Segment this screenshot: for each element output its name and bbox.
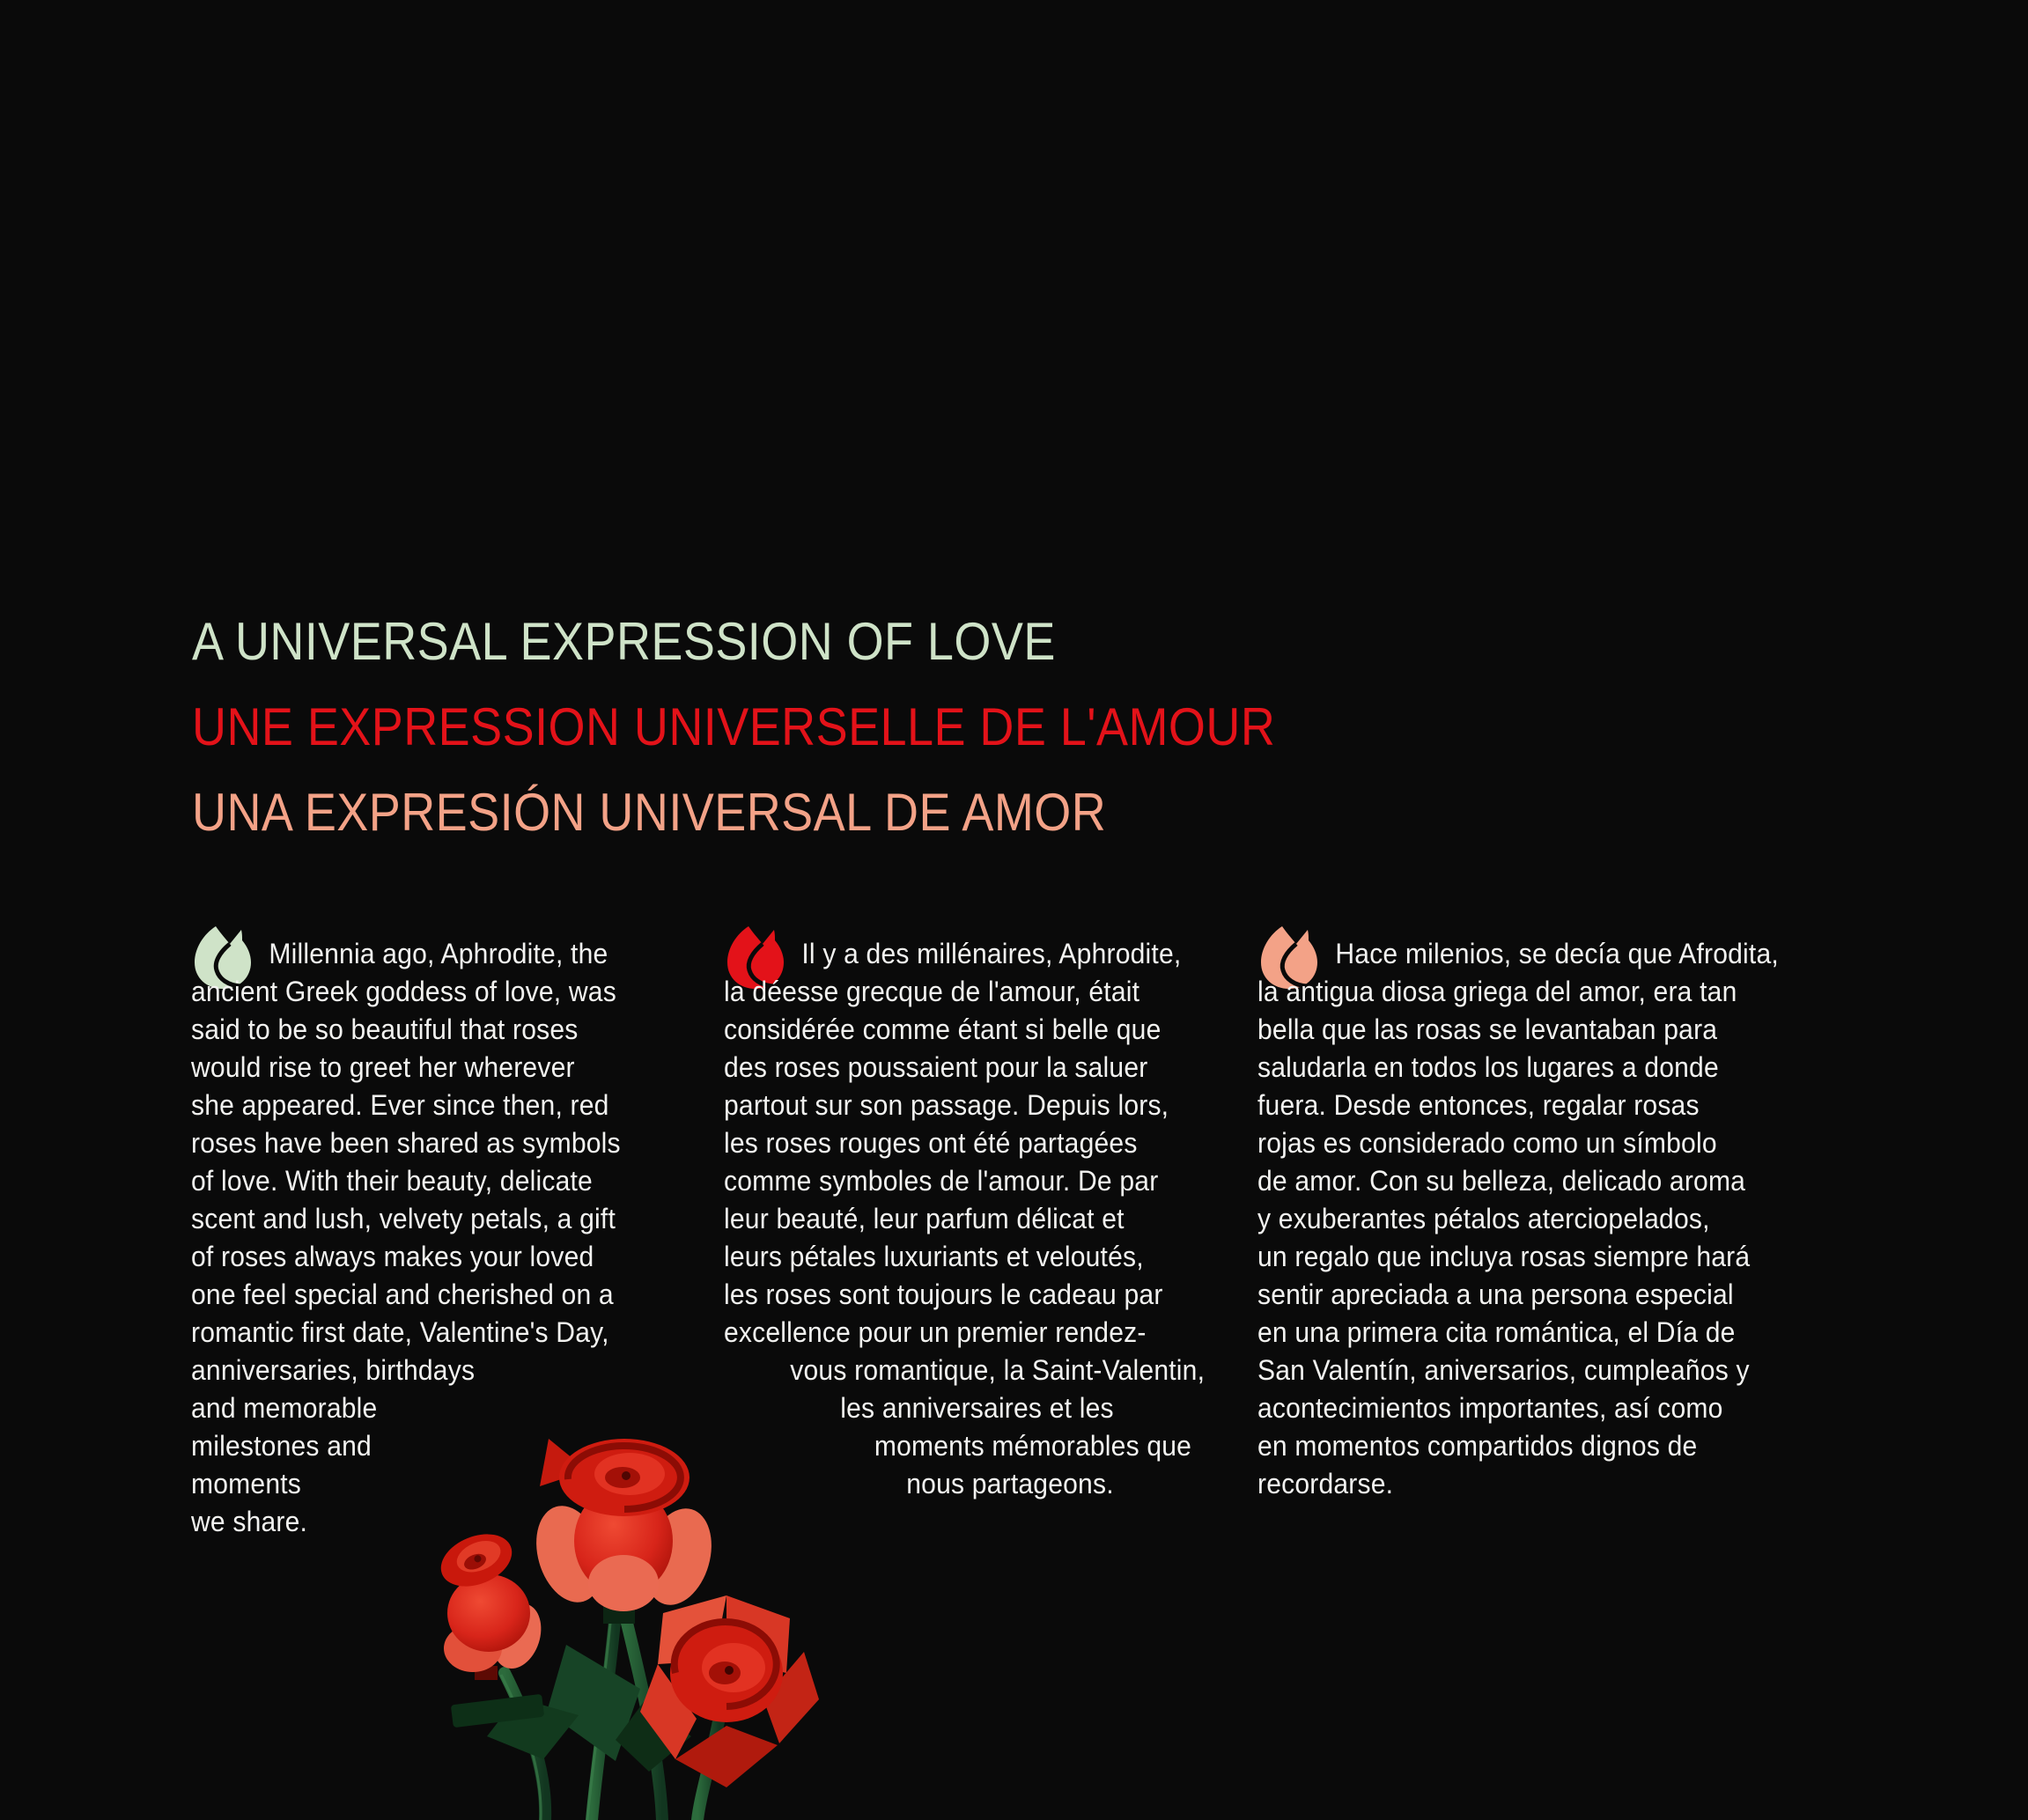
text-line: les anniversaires et les — [840, 1392, 1114, 1424]
heading-french: UNE EXPRESSION UNIVERSELLE DE L'AMOUR — [192, 697, 1276, 756]
heading-english: A UNIVERSAL EXPRESSION OF LOVE — [192, 612, 1056, 671]
text-line: one feel special and cherished on a — [191, 1278, 614, 1310]
text-line: Millennia ago, Aphrodite, the — [269, 938, 608, 969]
lego-rose-bouquet-photo — [436, 1409, 823, 1820]
text-line: un regalo que incluya rosas siempre hará — [1257, 1241, 1751, 1272]
text-line: en una primera cita romántica, el Día de — [1257, 1316, 1736, 1348]
text-line: romantic first date, Valentine's Day, — [191, 1316, 609, 1348]
text-line: bella que las rosas se levantaban para — [1257, 1013, 1718, 1045]
text-line: Hace milenios, se decía que Afrodita, — [1335, 938, 1779, 969]
rose-top — [526, 1439, 722, 1613]
text-line: we share. — [191, 1506, 308, 1537]
text-line: fuera. Desde entonces, regalar rosas — [1257, 1089, 1700, 1121]
text-line: nous partageons. — [906, 1468, 1114, 1499]
text-line: y exuberantes pétalos aterciopelados, — [1257, 1203, 1710, 1234]
text-line: la déesse grecque de l'amour, était — [724, 976, 1140, 1007]
text-line: of love. With their beauty, delicate — [191, 1165, 593, 1197]
text-line: recordarse. — [1257, 1468, 1394, 1499]
text-line: rojas es considerado como un símbolo — [1257, 1127, 1717, 1159]
text-line: she appeared. Ever since then, red — [191, 1089, 609, 1121]
text-line: acontecimientos importantes, así como — [1257, 1392, 1723, 1424]
rose-right — [640, 1595, 819, 1787]
text-line: de amor. Con su belleza, delicado aroma — [1257, 1165, 1746, 1197]
heading-spanish: UNA EXPRESIÓN UNIVERSAL DE AMOR — [192, 783, 1107, 842]
text-line: partout sur son passage. Depuis lors, — [724, 1089, 1169, 1121]
text-line: considérée comme étant si belle que — [724, 1013, 1161, 1045]
text-line: la antigua diosa griega del amor, era tan — [1257, 976, 1737, 1007]
text-line: sentir apreciada a una persona especial — [1257, 1278, 1734, 1310]
text-line: San Valentín, aniversarios, cumpleaños y — [1257, 1354, 1750, 1386]
paragraph-spanish — [1257, 935, 1779, 1503]
text-line: vous romantique, la Saint-Valentin, — [790, 1354, 1206, 1386]
text-line: ancient Greek goddess of love, was — [191, 976, 616, 1007]
text-line: anniversaries, birthdays — [191, 1354, 476, 1386]
text-line: roses have been shared as symbols — [191, 1127, 621, 1159]
text-line: of roses always makes your loved — [191, 1241, 594, 1272]
text-line: Il y a des millénaires, Aphrodite, — [801, 938, 1182, 969]
text-line: excellence pour un premier rendez- — [724, 1316, 1147, 1348]
text-line: scent and lush, velvety petals, a gift — [191, 1203, 616, 1234]
text-line: moments — [191, 1468, 302, 1499]
rose-left — [436, 1524, 549, 1680]
text-line: and memorable — [191, 1392, 378, 1424]
text-line: en momentos compartidos dignos de — [1257, 1430, 1698, 1462]
text-line: saludarla en todos los lugares a donde — [1257, 1051, 1719, 1083]
text-line: des roses poussaient pour la saluer — [724, 1051, 1148, 1083]
column-spanish — [1257, 935, 1801, 1503]
text-line: leurs pétales luxuriants et veloutés, — [724, 1241, 1144, 1272]
text-line: moments mémorables que — [874, 1430, 1192, 1462]
text-line: said to be so beautiful that roses — [191, 1013, 579, 1045]
text-line: milestones and — [191, 1430, 372, 1462]
text-line: comme symboles de l'amour. De par — [724, 1165, 1159, 1197]
text-line: would rise to greet her wherever — [191, 1051, 575, 1083]
text-line: les roses sont toujours le cadeau par — [724, 1278, 1163, 1310]
title-block — [192, 599, 1396, 855]
text-line: les roses rouges ont été partagées — [724, 1127, 1138, 1159]
text-line: leur beauté, leur parfum délicat et — [724, 1203, 1125, 1234]
